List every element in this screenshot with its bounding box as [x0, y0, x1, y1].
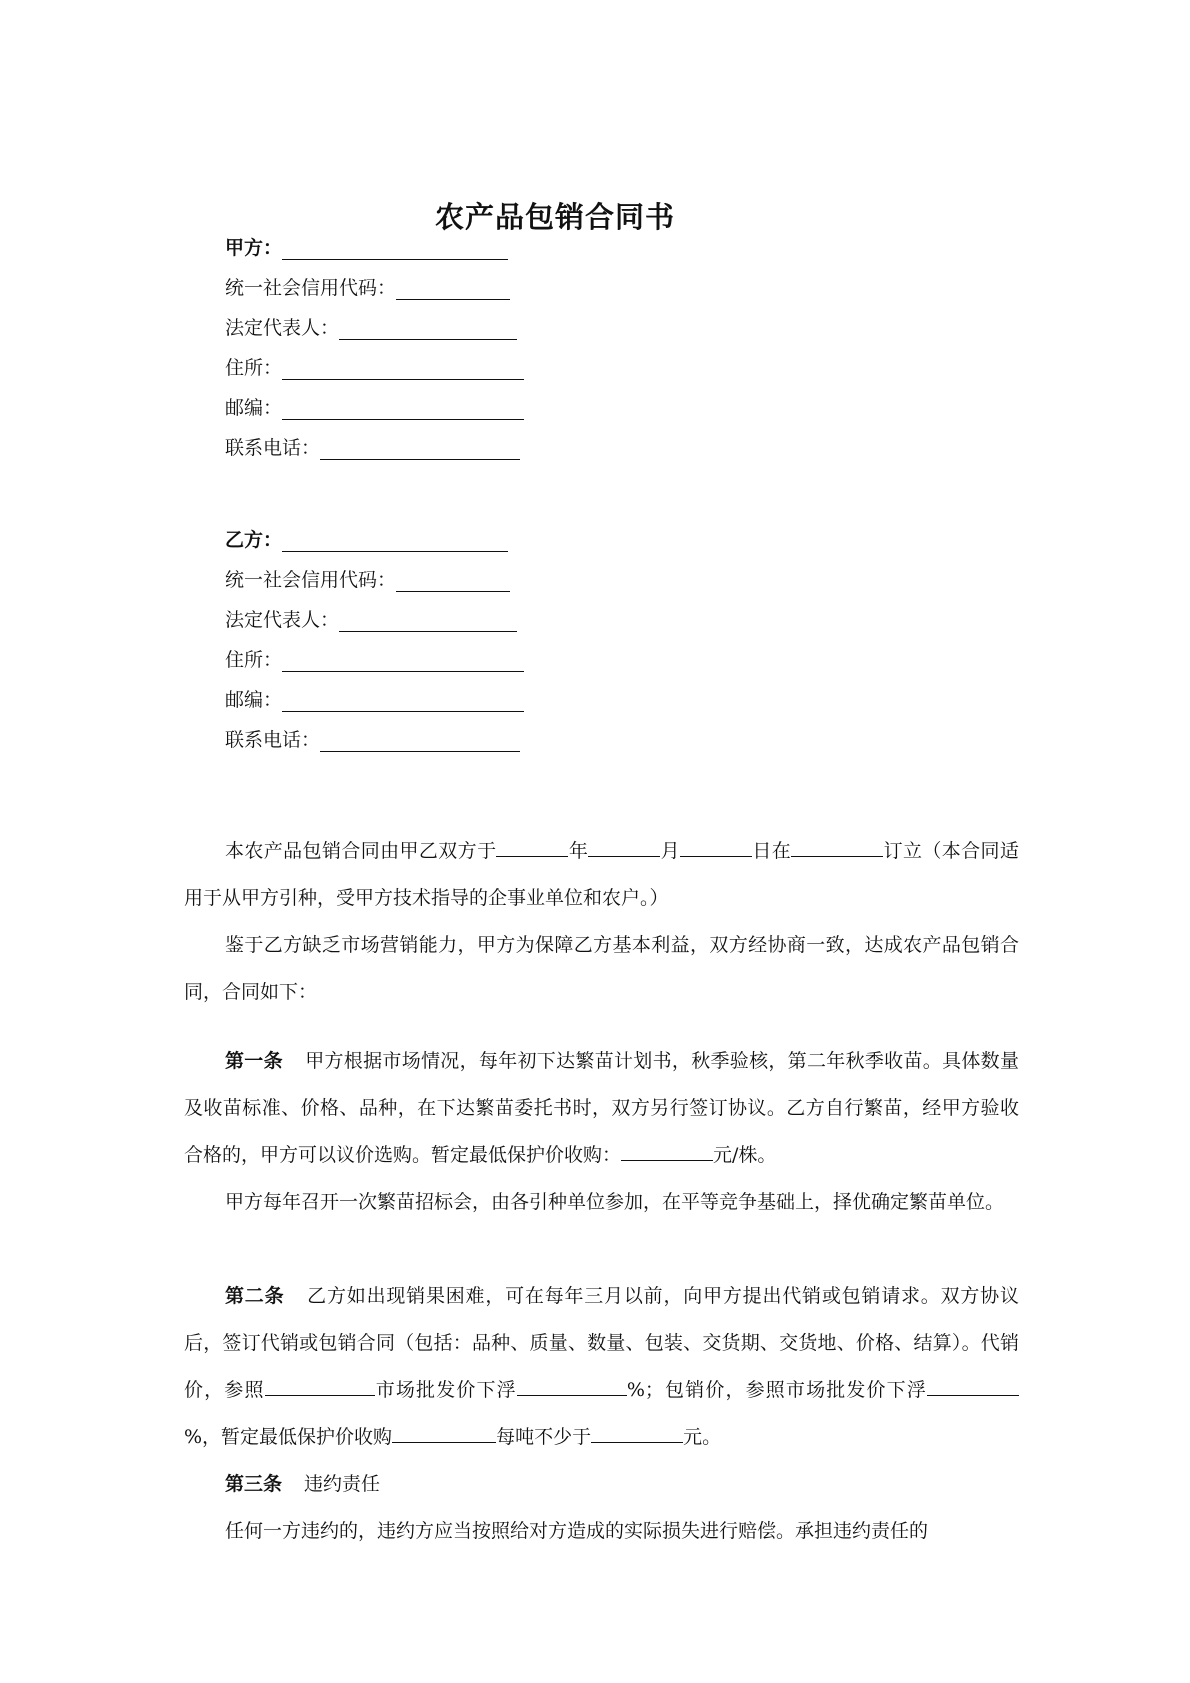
party-a-legal-rep-field [225, 310, 517, 340]
party-b-address-blank[interactable] [282, 647, 524, 672]
article-2-text-e: 每吨不少于 [496, 1426, 592, 1448]
consignment-market-blank[interactable] [265, 1374, 375, 1396]
party-a-credit-code-label: 统一社会信用代码： [225, 277, 397, 299]
day-blank[interactable] [680, 835, 752, 857]
intro-paragraph-1 [184, 828, 1019, 922]
party-b-phone-field [225, 722, 520, 752]
intro-day-label: 日在 [752, 840, 792, 862]
intro-paragraph-2: 鉴于乙方缺乏市场营销能力，甲方为保障乙方基本利益，双方经协商一致，达成农产品包销合同，合同如下： [184, 934, 1019, 1003]
article-3-heading-line [184, 1461, 1019, 1508]
article-3-heading: 第三条 [225, 1473, 283, 1495]
min-price-per-plant-blank[interactable] [621, 1139, 713, 1161]
party-a-credit-code-blank[interactable] [396, 275, 510, 300]
party-b-address-field [225, 642, 524, 672]
article-2-text-f: 元。 [683, 1426, 722, 1448]
exclusive-discount-blank[interactable] [927, 1374, 1019, 1396]
party-b-postcode-blank[interactable] [282, 687, 524, 712]
per-ton-amount-blank[interactable] [591, 1421, 683, 1443]
article-1-paragraph-2: 甲方每年召开一次繁苗招标会，由各引种单位参加，在平等竞争基础上，择优确定繁苗单位。 [225, 1191, 1005, 1213]
min-protection-price-blank[interactable] [392, 1421, 496, 1443]
article-1-paragraph [184, 1038, 1019, 1179]
party-b-phone-blank[interactable] [320, 727, 520, 752]
party-a-address-label: 住所： [225, 357, 283, 379]
party-b-credit-code-blank[interactable] [396, 567, 510, 592]
document-title: 农产品包销合同书 [434, 200, 675, 234]
article-3-subtitle: 违约责任 [304, 1473, 381, 1495]
month-blank[interactable] [588, 835, 660, 857]
party-a-phone-label: 联系电话： [225, 437, 321, 459]
article-2-text-c: %；包销价，参照市场批发价下浮 [626, 1379, 927, 1401]
year-blank[interactable] [496, 835, 568, 857]
article-2-text-a: 乙方如出现销果困难，可在每年三月以前，向甲方提出代销或包销请求。双方协议后，签订代销或包销合同（包括：品种、质量、数量、包装、交货期、交货地、价格、结算）。代销价，参照 [184, 1285, 1019, 1401]
article-2-heading: 第二条 [225, 1285, 285, 1307]
party-a-address-field [225, 350, 524, 380]
party-a-name-blank[interactable] [282, 235, 508, 260]
article-1-text-b: 元/株。 [713, 1144, 777, 1166]
party-b-name-blank[interactable] [282, 527, 508, 552]
party-b-credit-code-label: 统一社会信用代码： [225, 569, 397, 591]
article-2-text-d: %，暂定最低保护价收购 [184, 1426, 393, 1448]
party-a-postcode-blank[interactable] [282, 395, 524, 420]
party-b-address-label: 住所： [225, 649, 283, 671]
party-b-credit-code-field [225, 562, 510, 592]
article-1-text-a: 甲方根据市场情况，每年初下达繁苗计划书，秋季验核，第二年秋季收苗。具体数量及收苗标准、价格、品种，在下达繁苗委托书时，双方另行签订协议。乙方自行繁苗，经甲方验收合格的，甲方可以议价选购。暂定最低保护价收购： [184, 1050, 1019, 1166]
party-a-postcode-field [225, 390, 524, 420]
intro-year-label: 年 [568, 840, 589, 862]
party-a-phone-field [225, 430, 520, 460]
article-2-text-b: 市场批发价下浮 [374, 1379, 517, 1401]
intro-text-b: 订立（本合同适用于从甲方引种，受甲方技术指导的企事业单位和农户。） [184, 840, 1019, 909]
intro-text-a: 本农产品包销合同由甲乙双方于 [225, 840, 497, 862]
party-a-legal-rep-label: 法定代表人： [225, 317, 340, 339]
consignment-discount-blank[interactable] [517, 1374, 627, 1396]
article-2-paragraph [184, 1273, 1019, 1461]
place-blank[interactable] [791, 835, 883, 857]
intro-month-label: 月 [660, 840, 681, 862]
party-b-postcode-field [225, 682, 524, 712]
party-b-legal-rep-blank[interactable] [339, 607, 517, 632]
party-a-name-field [225, 230, 508, 260]
party-b-postcode-label: 邮编： [225, 689, 283, 711]
party-a-credit-code-field [225, 270, 510, 300]
party-a-legal-rep-blank[interactable] [339, 315, 517, 340]
party-a-postcode-label: 邮编： [225, 397, 283, 419]
party-a-phone-blank[interactable] [320, 435, 520, 460]
article-3-paragraph: 任何一方违约的，违约方应当按照给对方造成的实际损失进行赔偿。承担违约责任的 [225, 1520, 929, 1542]
party-b-legal-rep-label: 法定代表人： [225, 609, 340, 631]
party-a-address-blank[interactable] [282, 355, 524, 380]
article-1-heading: 第一条 [225, 1050, 283, 1072]
party-b-legal-rep-field [225, 602, 517, 632]
party-b-name-label: 乙方： [225, 529, 283, 551]
party-b-phone-label: 联系电话： [225, 729, 321, 751]
party-a-name-label: 甲方： [225, 237, 283, 259]
party-b-name-field [225, 522, 508, 552]
